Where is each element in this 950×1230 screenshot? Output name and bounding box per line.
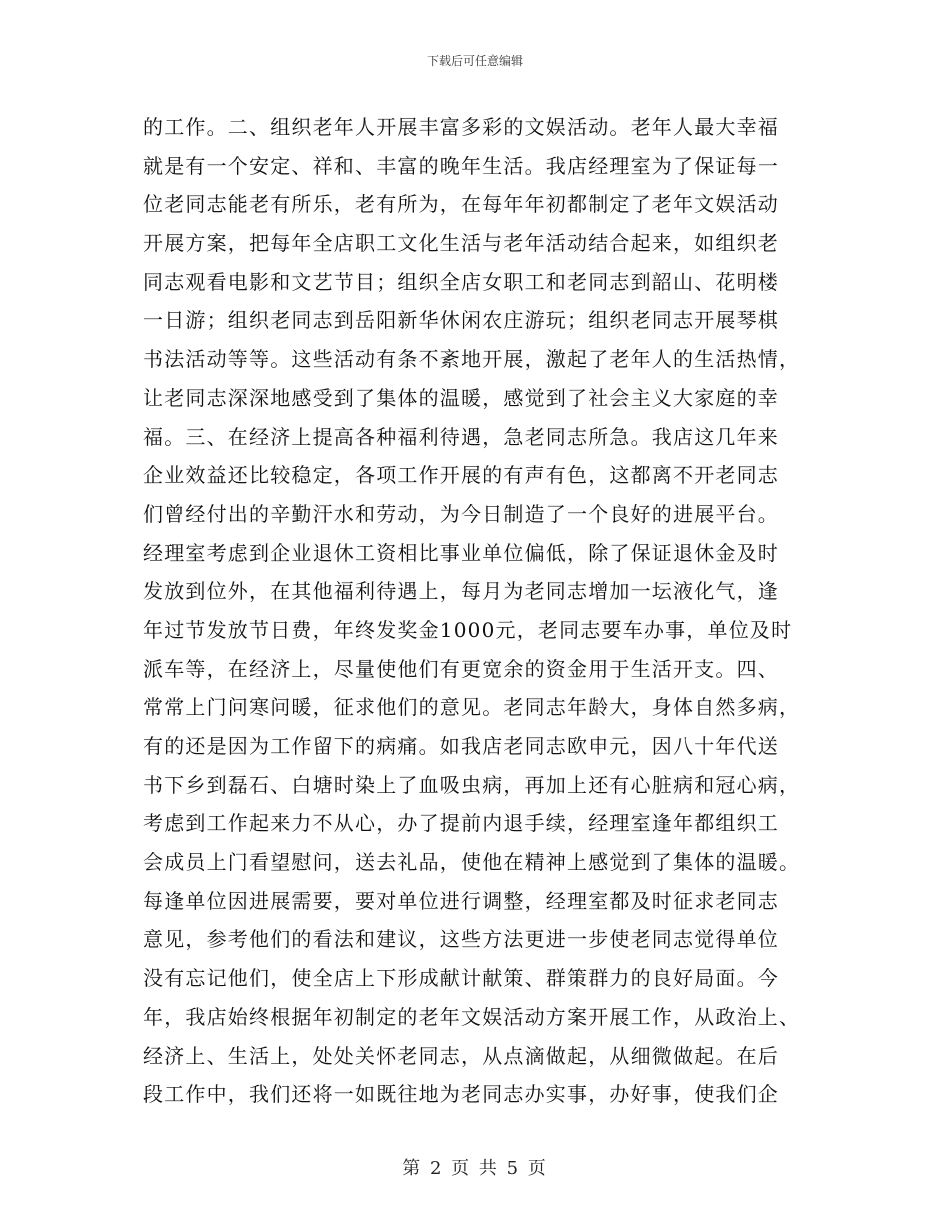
text-line: 年过节发放节日费，年终发奖金1000元，老同志要车办事，单位及时 [143, 617, 793, 642]
text-line: 书法活动等等。这些活动有条不紊地开展，激起了老年人的生活热情， [143, 347, 801, 372]
text-line: 书下乡到磊石、白塘时染上了血吸虫病，再加上还有心脏病和冠心病， [143, 772, 801, 797]
text-line: 经济上、生活上，处处关怀老同志，从点滴做起，从细微做起。在后 [143, 1043, 779, 1068]
text-line: 年，我店始终根据年初制定的老年文娱活动方案开展工作，从政治上、 [143, 1004, 801, 1029]
text-line: 同志观看电影和文艺节目；组织全店女职工和老同志到韶山、花明楼 [143, 269, 779, 294]
text-line: 企业效益还比较稳定，各项工作开展的有声有色，这都离不开老同志 [143, 463, 779, 488]
text-line: 没有忘记他们，使全店上下形成献计献策、群策群力的良好局面。今 [143, 966, 779, 991]
text-line: 让老同志深深地感受到了集体的温暖，感觉到了社会主义大家庭的幸 [143, 385, 779, 410]
text-line: 每逢单位因进展需要，要对单位进行调整，经理室都及时征求老同志 [143, 888, 779, 913]
text-line: 的工作。二、组织老年人开展丰富多彩的文娱活动。老年人最大幸福 [143, 115, 779, 139]
text-line: 福。三、在经济上提高各种福利待遇，急老同志所急。我店这几年来 [143, 424, 779, 449]
text-line: 开展方案，把每年全店职工文化生活与老年活动结合起来，如组织老 [143, 231, 779, 256]
text-line: 有的还是因为工作留下的病痛。如我店老同志欧申元，因八十年代送 [143, 734, 779, 758]
text-line: 发放到位外，在其他福利待遇上，每月为老同志增加一坛液化气，逢 [143, 579, 779, 604]
text-line: 派车等，在经济上，尽量使他们有更宽余的资金用于生活开支。四、 [143, 656, 779, 681]
text-line: 会成员上门看望慰问，送去礼品，使他在精神上感觉到了集体的温暖。 [143, 850, 801, 875]
text-line: 一日游；组织老同志到岳阳新华休闲农庄游玩；组织老同志开展琴棋 [143, 308, 779, 333]
text-line: 就是有一个安定、祥和、丰富的晚年生活。我店经理室为了保证每一 [143, 153, 779, 178]
body-text [143, 108, 807, 1114]
page-header-note: 下载后可任意编辑 [426, 54, 523, 68]
text-line: 段工作中，我们还将一如既往地为老同志办实事，办好事，使我们企 [143, 1082, 779, 1107]
text-line: 们曾经付出的辛勤汗水和劳动，为今日制造了一个良好的进展平台。 [143, 501, 779, 526]
text-line: 意见，参考他们的看法和建议，这些方法更进一步使老同志觉得单位 [143, 927, 779, 952]
text-line: 经理室考虑到企业退休工资相比事业单位偏低，除了保证退休金及时 [143, 540, 779, 565]
page-number: 第 2 页 共 5 页 [402, 1158, 548, 1179]
text-line: 常常上门问寒问暖，征求他们的意见。老同志年龄大，身体自然多病， [143, 695, 801, 720]
text-line: 考虑到工作起来力不从心，办了提前内退手续，经理室逢年都组织工 [143, 811, 779, 836]
text-line: 位老同志能老有所乐，老有所为，在每年年初都制定了老年文娱活动 [143, 192, 779, 217]
